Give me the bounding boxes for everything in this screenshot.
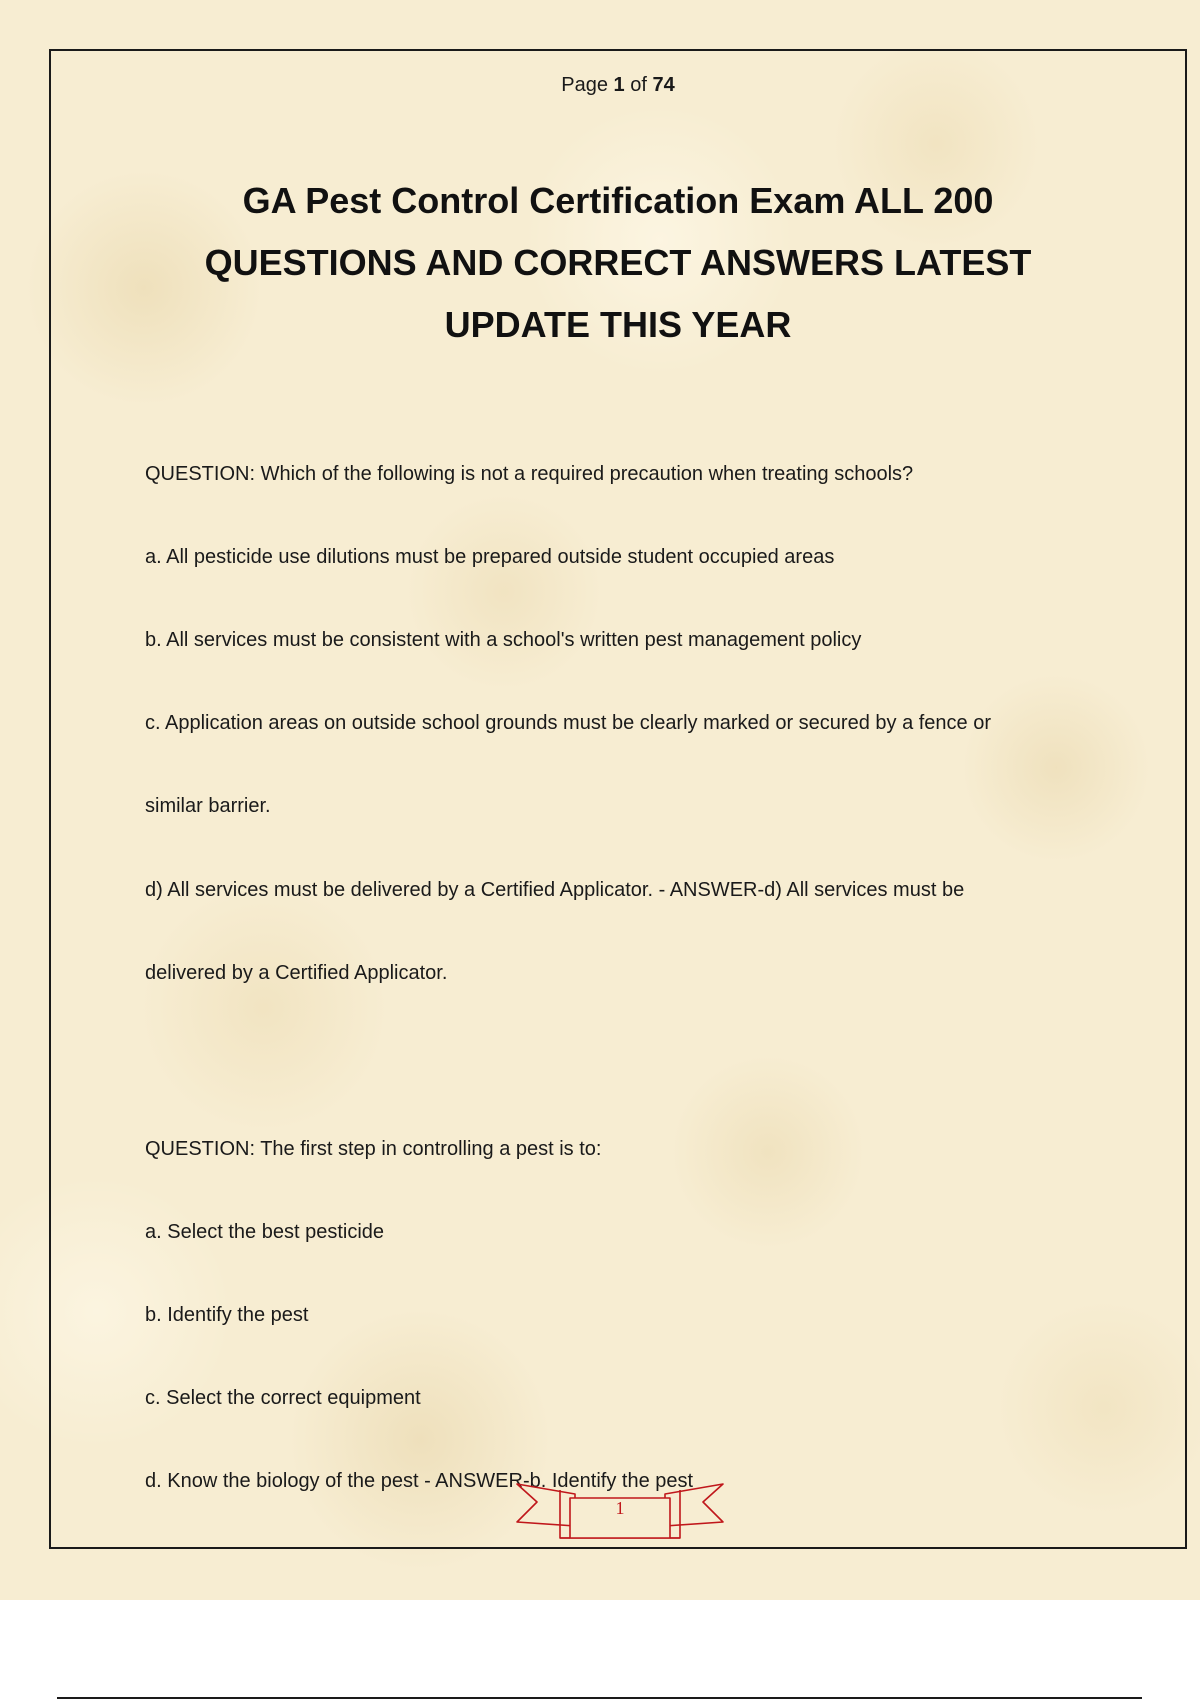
- question-block-2: [145, 1137, 1105, 1493]
- page-indicator: [0, 74, 1200, 97]
- option-d-with-answer: d. Know the biology of the pest - ANSWER-b. Identify the pest: [145, 1470, 694, 1492]
- page-of: of: [630, 74, 647, 96]
- ribbon-page-number: 1: [615, 1498, 625, 1518]
- option-d-continued: delivered by a Certified Applicator.: [145, 962, 448, 984]
- title-line-1: GA Pest Control Certification Exam ALL 200: [242, 180, 994, 221]
- option-b: b. All services must be consistent with a school's written pest management policy: [145, 629, 862, 651]
- title-line-2: QUESTIONS AND CORRECT ANSWERS LATEST: [204, 242, 1032, 283]
- current-page: 1: [613, 74, 625, 96]
- option-a: a. All pesticide use dilutions must be prepared outside student occupied areas: [145, 546, 835, 568]
- document-title: [150, 170, 1086, 356]
- option-a: a. Select the best pesticide: [145, 1221, 385, 1243]
- option-c-continued: similar barrier.: [145, 795, 271, 817]
- question-spacer: [145, 1045, 1105, 1137]
- title-line-3: UPDATE THIS YEAR: [444, 304, 792, 345]
- bottom-divider: [57, 1697, 1142, 1699]
- total-pages: 74: [652, 74, 675, 96]
- option-c: c. Application areas on outside school grounds must be clearly marked or secured by a fence or: [145, 712, 992, 734]
- option-d-with-answer: d) All services must be delivered by a Certified Applicator. - ANSWER-d) All services must be: [145, 879, 965, 901]
- exam-content: [145, 462, 1105, 1552]
- question-text: QUESTION: The first step in controlling a pest is to:: [145, 1138, 602, 1160]
- page-prefix: Page: [561, 74, 608, 96]
- question-block-1: [145, 462, 1105, 1003]
- option-b: b. Identify the pest: [145, 1304, 309, 1326]
- question-text: QUESTION: Which of the following is not a required precaution when treating schools?: [145, 463, 914, 485]
- page-number-ribbon: [515, 1480, 725, 1540]
- option-c: c. Select the correct equipment: [145, 1387, 421, 1409]
